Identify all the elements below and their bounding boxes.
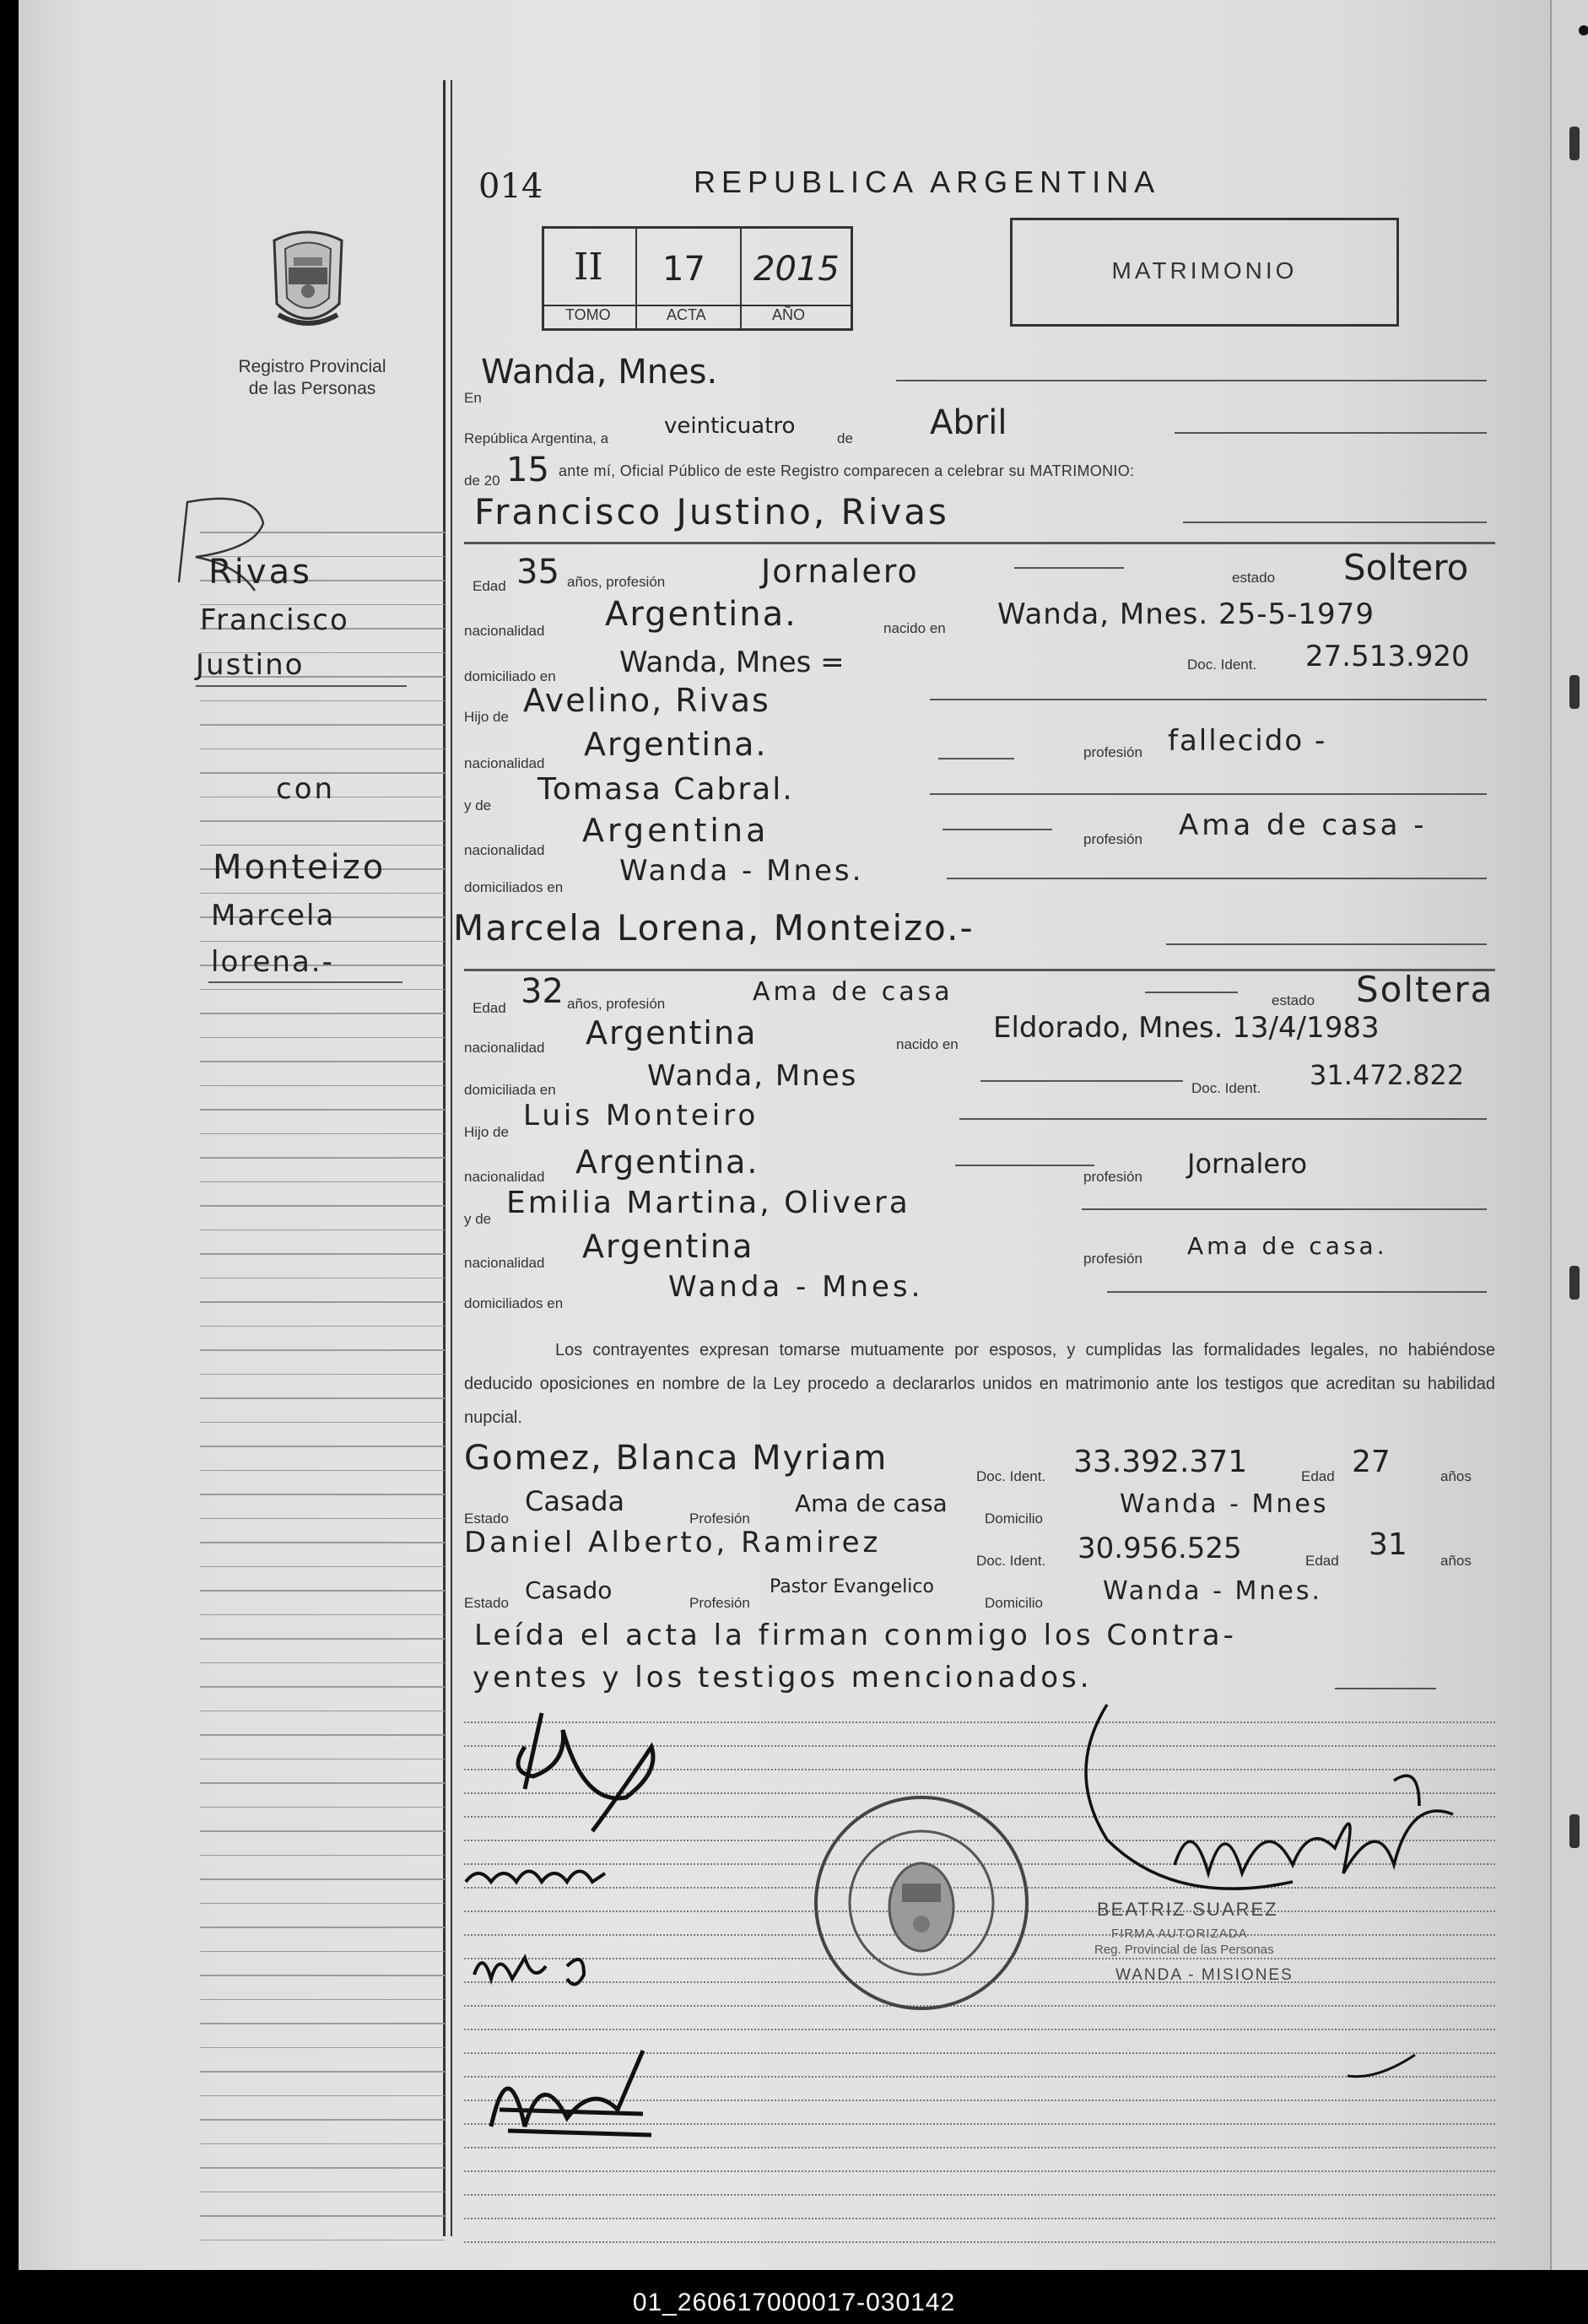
margin-ruled-line (200, 1374, 445, 1375)
ano-value: 2015 (753, 250, 840, 289)
label-anos-profesion: años, profesión (567, 996, 666, 1012)
bride-parents-address: Wanda - Mnes. (668, 1270, 924, 1304)
groom-mother-profession: Ama de casa - (1179, 808, 1428, 842)
bride-mother-nationality: Argentina (582, 1228, 754, 1265)
label-mother-nacionalidad: nacionalidad (464, 1255, 545, 1271)
witness1-signature-mark (466, 1932, 618, 2000)
groom-address: Wanda, Mnes = (619, 646, 845, 679)
closing-line-2: yentes y los testigos mencionados. (473, 1661, 1093, 1694)
margin-ruled-line (200, 2167, 445, 2169)
day-value: veinticuatro (664, 413, 796, 439)
label-doc: Doc. Ident. (976, 1468, 1046, 1484)
margin-ruled-line (200, 1686, 445, 1688)
margin-ruled-line (200, 1903, 445, 1905)
margin-ruled-line (200, 1975, 445, 1976)
margin-ruled-line (200, 2192, 445, 2193)
groom-id-number: 27.513.920 (1305, 640, 1470, 673)
rule (959, 1118, 1487, 1120)
margin-ruled-line (200, 1566, 445, 1568)
bride-marital-status: Soltera (1356, 969, 1494, 1010)
bride-mother: Emilia Martina, Olivera (506, 1186, 910, 1220)
provincial-seal-icon (262, 224, 354, 338)
label-domiciliados: domiciliados en (464, 879, 564, 895)
margin-ruled-line (200, 700, 445, 702)
label-estado: estado (1232, 570, 1276, 586)
binding-hole (1579, 25, 1588, 35)
margin-note-bride-first: Marcela (211, 899, 336, 932)
rule (938, 758, 1014, 759)
bride-mother-profession: Ama de casa. (1187, 1232, 1388, 1260)
closing-line-1: Leída el acta la firman conmigo los Contra- (474, 1619, 1237, 1652)
margin-ruled-line (200, 2071, 445, 2073)
margin-ruled-line (200, 1109, 445, 1111)
witness2-signature-mark (474, 2034, 660, 2152)
margin-ruled-line (200, 2240, 445, 2241)
margin-underline (196, 685, 407, 687)
margin-ruled-line (200, 1326, 445, 1327)
ano-label: AÑO (772, 306, 806, 323)
margin-ruled-line (200, 1181, 445, 1183)
official-org: Reg. Provincial de las Personas (1094, 1943, 1274, 1957)
margin-ruled-line (200, 893, 445, 894)
label-de-year: de 20 (464, 473, 500, 489)
label-edad: Edad (473, 1000, 506, 1016)
margin-ruled-line (200, 1494, 445, 1495)
margin-ruled-line (200, 724, 445, 726)
rule (930, 793, 1487, 795)
witness2-profession: Pastor Evangelico (770, 1576, 934, 1597)
margin-note-con: con (276, 772, 336, 806)
groom-age: 35 (516, 553, 559, 592)
main-dotted-line (464, 2218, 1495, 2219)
margin-ruled-line (200, 1037, 445, 1039)
label-nacionalidad: nacionalidad (464, 623, 545, 639)
year-suffix-value: 15 (506, 451, 549, 489)
label-edad: Edad (1305, 1553, 1339, 1569)
witness2-marital-status: Casado (525, 1576, 613, 1604)
binding-ring (1569, 1814, 1580, 1848)
label-nacido: nacido en (896, 1036, 959, 1052)
margin-ruled-line (200, 1301, 445, 1303)
bride-father-nationality: Argentina. (575, 1143, 759, 1181)
margin-note-second-name: Justino (196, 648, 305, 682)
page-binding (1550, 0, 1588, 2270)
tomo-value: II (574, 246, 603, 289)
label-hijo-de: Hijo de (464, 709, 509, 725)
check-mark (1343, 2051, 1419, 2084)
tomo-acta-ano-box (542, 226, 853, 331)
groom-full-name: Francisco Justino, Rivas (474, 491, 949, 532)
label-doc: Doc. Ident. (1187, 657, 1257, 673)
margin-ruled-line (200, 1446, 445, 1447)
margin-ruled-line (200, 1855, 445, 1856)
declaration-text: Los contrayentes expresan tomarse mutuamente por esposos, y cumplidas las formalidades legales, no habiéndose deducido oposiciones en nombre de la Ley procedo a declararlos unidos en matrimonio ante los testigos que acreditan su habilidad nupcial. (464, 1341, 1495, 1427)
label-anos: años (1440, 1553, 1472, 1569)
margin-ruled-line (200, 1085, 445, 1087)
margin-ruled-line (200, 1349, 445, 1351)
bride-birthplace-date: Eldorado, Mnes. 13/4/1983 (993, 1011, 1380, 1045)
witness2-address: Wanda - Mnes. (1103, 1576, 1322, 1606)
tomo-label: TOMO (565, 306, 611, 323)
witness1-name: Gomez, Blanca Myriam (464, 1439, 889, 1478)
label-father-profesion: profesión (1083, 744, 1142, 760)
document-type-box (1010, 218, 1399, 327)
margin-ruled-line (200, 1951, 445, 1953)
act-number: 014 (478, 167, 543, 206)
label-father-profesion: profesión (1083, 1169, 1142, 1185)
rule (947, 878, 1487, 879)
rule (1014, 567, 1124, 569)
label-domiciliado: domiciliado en (464, 668, 556, 684)
margin-ruled-line (200, 1734, 445, 1736)
margin-ruled-line (200, 1133, 445, 1135)
margin-ruled-line (200, 1157, 445, 1159)
margin-ruled-line (200, 1807, 445, 1808)
label-doc: Doc. Ident. (1191, 1080, 1261, 1096)
label-father-nacionalidad: nacionalidad (464, 1169, 545, 1185)
margin-line-left-inner (451, 80, 452, 2236)
groom-father-nationality: Argentina. (584, 726, 768, 763)
margin-ruled-line (200, 2023, 445, 2024)
label-estado: Estado (464, 1511, 509, 1527)
bride-address: Wanda, Mnes (647, 1059, 858, 1093)
margin-ruled-line (200, 1205, 445, 1207)
margin-ruled-line (200, 1878, 445, 1880)
margin-ruled-line (200, 1927, 445, 1928)
rule (1082, 1208, 1487, 1210)
official-name: BEATRIZ SUAREZ (1097, 1899, 1278, 1920)
label-estado: Estado (464, 1595, 509, 1611)
margin-ruled-line (200, 1013, 445, 1014)
margin-ruled-line (200, 2095, 445, 2097)
document-type: MATRIMONIO (1111, 257, 1298, 284)
margin-ruled-line (200, 1518, 445, 1520)
label-profesion: Profesión (689, 1511, 750, 1527)
main-dotted-line (464, 2029, 1495, 2030)
groom-nationality: Argentina. (605, 595, 797, 634)
groom-signature-mark (491, 1696, 677, 1848)
registry-name-line2: de las Personas (248, 379, 376, 398)
groom-profession: Jornalero (761, 553, 919, 590)
margin-ruled-line (200, 1614, 445, 1616)
margin-underline (208, 981, 402, 983)
margin-ruled-line (200, 1397, 445, 1399)
official-stamp-icon (808, 1789, 1035, 2017)
rule (1145, 992, 1238, 993)
margin-ruled-line (200, 941, 445, 943)
bride-full-name: Marcela Lorena, Monteizo.- (453, 907, 975, 949)
label-y-de: y de (464, 1211, 492, 1227)
label-nacido: nacido en (883, 620, 946, 636)
margin-ruled-line (200, 1230, 445, 1231)
groom-parents-address: Wanda - Mnes. (619, 854, 864, 888)
groom-father-profession: fallecido - (1168, 724, 1327, 758)
margin-ruled-line (200, 1999, 445, 2001)
margin-line-left (443, 80, 446, 2236)
label-hijo-de: Hijo de (464, 1124, 509, 1140)
margin-ruled-line (200, 2143, 445, 2145)
witness1-profession: Ama de casa (795, 1489, 948, 1517)
main-dotted-line (464, 2170, 1495, 2172)
registry-name-line1: Registro Provincial (238, 357, 386, 376)
witness1-id-number: 33.392.371 (1073, 1445, 1248, 1479)
rule (943, 829, 1052, 830)
bride-signature-mark (462, 1848, 613, 1907)
binding-ring (1569, 675, 1580, 709)
official-signature-mark (1056, 1671, 1495, 1924)
bride-father: Luis Monteiro (523, 1099, 759, 1132)
label-nacionalidad: nacionalidad (464, 1040, 545, 1056)
bride-nationality: Argentina (586, 1014, 758, 1051)
margin-ruled-line (200, 1711, 445, 1712)
margin-note-bride-surname: Monteizo (213, 848, 386, 887)
label-y-de: y de (464, 797, 492, 813)
intro-statement: ante mí, Oficial Público de este Registro comparecen a celebrar su MATRIMONIO: (559, 462, 1135, 479)
margin-note-surname: Rivas (208, 553, 312, 592)
label-en: En (464, 390, 482, 406)
rule (955, 1165, 1094, 1166)
bride-id-number: 31.472.822 (1310, 1059, 1465, 1091)
binding-ring (1569, 127, 1580, 160)
margin-ruled-line (200, 820, 445, 822)
margin-ruled-line (200, 1830, 445, 1832)
label-anos-profesion: años, profesión (567, 574, 666, 590)
margin-note-bride-second: lorena.- (211, 945, 334, 979)
margin-ruled-line (200, 1662, 445, 1664)
groom-birthplace-date: Wanda, Mnes. 25-5-1979 (997, 597, 1375, 631)
margin-ruled-line (200, 1542, 445, 1543)
label-estado: estado (1272, 992, 1315, 1008)
place-rule (896, 380, 1487, 381)
margin-ruled-line (200, 2047, 445, 2049)
groom-mother-nationality: Argentina (582, 812, 770, 849)
margin-ruled-line (200, 1422, 445, 1424)
margin-ruled-line (200, 1759, 445, 1760)
label-mother-profesion: profesión (1083, 1251, 1142, 1267)
label-de: de (837, 430, 853, 446)
label-domicilio: Domicilio (985, 1511, 1043, 1527)
margin-ruled-line (200, 1278, 445, 1279)
label-domiciliada: domiciliada en (464, 1082, 556, 1098)
country-title: REPUBLICA ARGENTINA (694, 165, 1161, 199)
margin-ruled-line (200, 845, 445, 846)
month-value: Abril (930, 403, 1007, 442)
margin-ruled-line (200, 1590, 445, 1592)
rule (930, 699, 1487, 700)
main-dotted-line (464, 2241, 1495, 2243)
section-separator (464, 542, 1495, 544)
margin-ruled-line (200, 2119, 445, 2121)
acta-label: ACTA (667, 306, 706, 323)
groom-marital-status: Soltero (1343, 547, 1469, 588)
document-page (19, 0, 1569, 2270)
section-separator (464, 969, 1495, 971)
label-domicilio: Domicilio (985, 1595, 1043, 1611)
bride-father-profession: Jornalero (1187, 1148, 1308, 1180)
margin-ruled-line (200, 1470, 445, 1472)
label-edad: Edad (473, 578, 506, 594)
witness1-address: Wanda - Mnes (1120, 1489, 1329, 1519)
official-place: WANDA - MISIONES (1115, 1966, 1294, 1984)
rule (1107, 1291, 1487, 1293)
margin-ruled-line (200, 1638, 445, 1640)
bride-profession: Ama de casa (753, 977, 953, 1007)
groom-father: Avelino, Rivas (523, 682, 770, 719)
official-title: FIRMA AUTORIZADA (1111, 1927, 1248, 1941)
bride-name-rule (1166, 943, 1487, 945)
witness2-id-number: 30.956.525 (1078, 1532, 1242, 1565)
witness2-name: Daniel Alberto, Ramirez (464, 1526, 882, 1559)
main-dotted-line (464, 2194, 1495, 2196)
label-republica: República Argentina, a (464, 430, 609, 446)
label-father-nacionalidad: nacionalidad (464, 755, 545, 771)
rule (980, 1080, 1183, 1082)
label-mother-nacionalidad: nacionalidad (464, 842, 545, 858)
witness2-age: 31 (1369, 1527, 1407, 1562)
groom-mother: Tomasa Cabral. (537, 772, 794, 807)
month-rule (1175, 432, 1487, 434)
label-anos: años (1440, 1468, 1472, 1484)
label-mother-profesion: profesión (1083, 831, 1142, 847)
label-profesion: Profesión (689, 1595, 750, 1611)
margin-ruled-line (200, 749, 445, 750)
groom-name-rule (1183, 522, 1487, 523)
image-filename: 01_260617000017-030142 (632, 2289, 956, 2316)
place-value: Wanda, Mnes. (481, 353, 718, 392)
margin-ruled-line (200, 1061, 445, 1062)
bride-age: 32 (521, 972, 564, 1011)
acta-value: 17 (662, 250, 705, 289)
margin-ruled-line (200, 2215, 445, 2217)
label-domiciliados: domiciliados en (464, 1295, 564, 1311)
margin-note-first-name: Francisco (200, 603, 349, 637)
label-edad: Edad (1301, 1468, 1335, 1484)
witness1-marital-status: Casada (525, 1485, 625, 1517)
label-doc: Doc. Ident. (976, 1553, 1046, 1569)
margin-ruled-line (200, 1253, 445, 1255)
binding-ring (1569, 1266, 1580, 1300)
margin-ruled-line (200, 1782, 445, 1784)
margin-ruled-line (200, 989, 445, 991)
witness1-age: 27 (1352, 1445, 1391, 1479)
